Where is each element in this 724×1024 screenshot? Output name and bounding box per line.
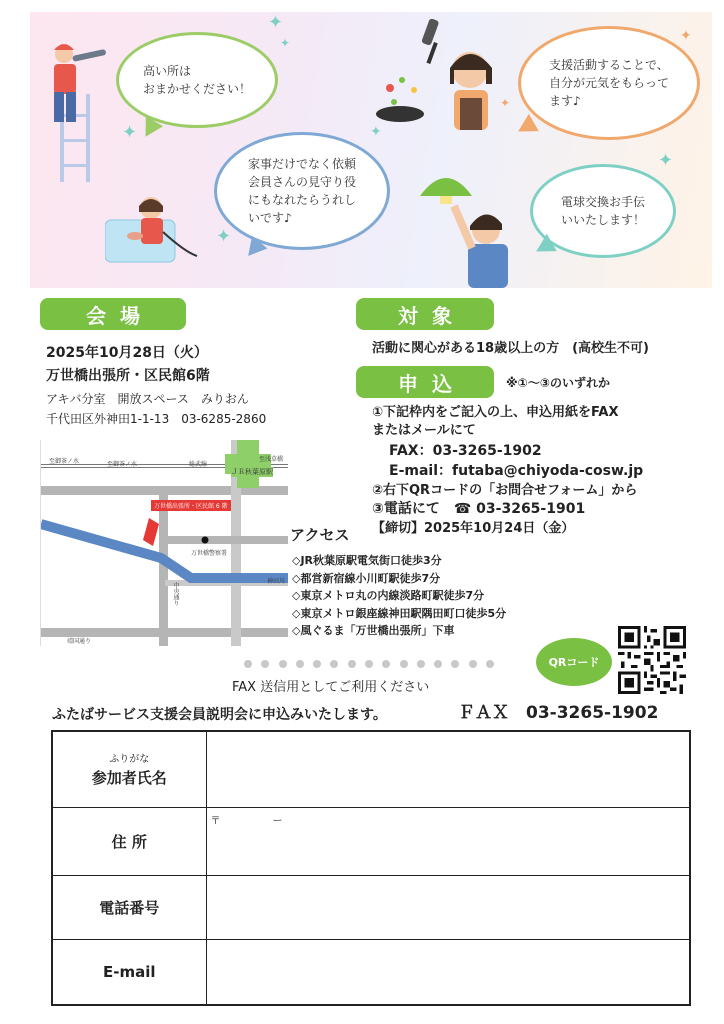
form-label-phone: 電話番号 (52, 875, 206, 939)
sparkle-icon: ✦ (268, 12, 284, 33)
apply-line2: またはメールにて (372, 423, 476, 438)
qr-label-bubble (536, 638, 612, 686)
furigana-label: ふりがな (109, 754, 150, 766)
cleaning-person-illustration (105, 192, 205, 272)
form-row-name (52, 731, 690, 807)
access-item: ◇都営新宿線小川町駅徒歩7分 (292, 571, 441, 585)
bubble-tail (513, 114, 539, 140)
access-item: ◇JR秋葉原駅電気街口徒歩3分 (292, 554, 442, 567)
sparkle-icon: ✦ (122, 122, 138, 143)
name-input-cell[interactable] (206, 731, 690, 807)
apply-line1: ①下記枠内をご記入の上、申込用紙をFAX (372, 405, 619, 420)
form-row-phone (52, 875, 690, 939)
form-label-address: 住 所 (52, 807, 206, 875)
map-label-jr: ＪＲ秋葉原駅 (231, 468, 273, 476)
map-label-ochanomizu: 至御茶ノ水 (49, 458, 80, 465)
phone-input-cell[interactable] (206, 875, 690, 939)
bulb-change-illustration (410, 160, 530, 288)
fax-note: FAX 送信用としてご利用ください (232, 680, 430, 695)
venue-date: 2025年10月28日（火） (46, 345, 208, 361)
map-label-police: 万世橋警察署 (191, 550, 228, 557)
apply-email: E-mail：futaba@chiyoda-cosw.jp (389, 463, 644, 479)
sparkle-icon: ✦ (280, 36, 291, 50)
map-label-somu: 総武線 (189, 461, 208, 468)
form-label-email: E-mail (52, 939, 206, 1005)
apply-deadline: 【締切】2025年10月24日（金） (372, 521, 575, 536)
apply-line3: ②右下QRコードの「お問合せフォーム」から (372, 483, 638, 498)
address-input-cell[interactable] (206, 807, 690, 875)
form-row-address (52, 807, 690, 875)
access-item: ◇風ぐるま「万世橋出張所」下車 (292, 624, 455, 637)
ladder-person-illustration (40, 34, 110, 184)
speech-bubble-high-places (116, 32, 278, 128)
map-label-yasukuni: 靖国通り (67, 638, 92, 645)
form-label-name (52, 731, 206, 807)
venue-heading: 会場 (40, 298, 186, 330)
sparkle-icon: ✦ (216, 226, 232, 247)
qr-label: QRコード (548, 656, 600, 669)
sparkle-icon: ✦ (370, 124, 382, 140)
application-form (51, 730, 691, 1006)
access-item: ◇東京メトロ銀座線神田駅隅田町口徒歩5分 (292, 606, 507, 620)
access-item: ◇東京メトロ丸の内線淡路町駅徒歩7分 (292, 589, 485, 602)
fax-title: ふたばサービス支援会員説明会に申込みいたします。 (52, 707, 387, 723)
access-map (40, 440, 288, 646)
map-label-office: 万世橋出張所・区民館 6 階 (151, 500, 231, 511)
sparkle-icon: ✦ (680, 28, 692, 44)
target-heading: 対象 (356, 298, 494, 330)
map-label-ochanomizu-2: 至御茶ノ水 (107, 461, 138, 468)
bubble-text: 家事だけでなく依頼 会員さんの見守り役 にもなれたらうれし いです♪ (247, 157, 356, 225)
venue-place: 万世橋出張所・区民館6階 (46, 368, 210, 384)
dotted-divider (244, 660, 494, 670)
apply-note: ※①～③のいずれか (506, 376, 610, 390)
apply-heading: 申込 (356, 366, 494, 398)
map-label-asakusabashi: 至浅草橋 (259, 456, 284, 463)
apply-line4: ③電話にて ☎ 03-3265-1901 (372, 501, 586, 517)
postal-mark: 〒 (210, 815, 221, 827)
map-label-kandagawa: 神田川 (267, 578, 286, 585)
email-input-cell[interactable] (206, 939, 690, 1005)
access-list (292, 552, 506, 640)
apply-fax: FAX：03-3265-1902 (389, 443, 542, 459)
bubble-text: 高い所は おまかせください！ (142, 64, 251, 96)
sparkle-icon: ✦ (500, 96, 511, 110)
speech-bubble-support (518, 26, 700, 140)
qr-code[interactable] (618, 626, 686, 694)
speech-bubble-housework (214, 132, 390, 250)
cooking-woman-illustration (370, 18, 510, 138)
map-label-chuo: 中央通り (172, 582, 179, 606)
bubble-text: 支援活動することで、 自分が元気をもらって ます♪ (548, 58, 669, 108)
access-heading: アクセス (290, 526, 350, 544)
name-label: 参加者氏名 (91, 769, 167, 788)
postal-dash: ー (272, 815, 283, 827)
sparkle-icon: ✦ (658, 150, 674, 171)
fax-number: ＦＡＸ 03-3265-1902 (458, 703, 659, 723)
illustration-banner (30, 12, 712, 288)
venue-address: 千代田区外神田1-1-13 03-6285-2860 (46, 412, 267, 426)
venue-room: アキバ分室 開放スペース みりおん (46, 392, 249, 406)
bubble-text: 電球交換お手伝 いいたします！ (560, 195, 645, 227)
target-text: 活動に関心がある18歳以上の方 (高校生不可) (372, 341, 649, 356)
form-row-email (52, 939, 690, 1005)
